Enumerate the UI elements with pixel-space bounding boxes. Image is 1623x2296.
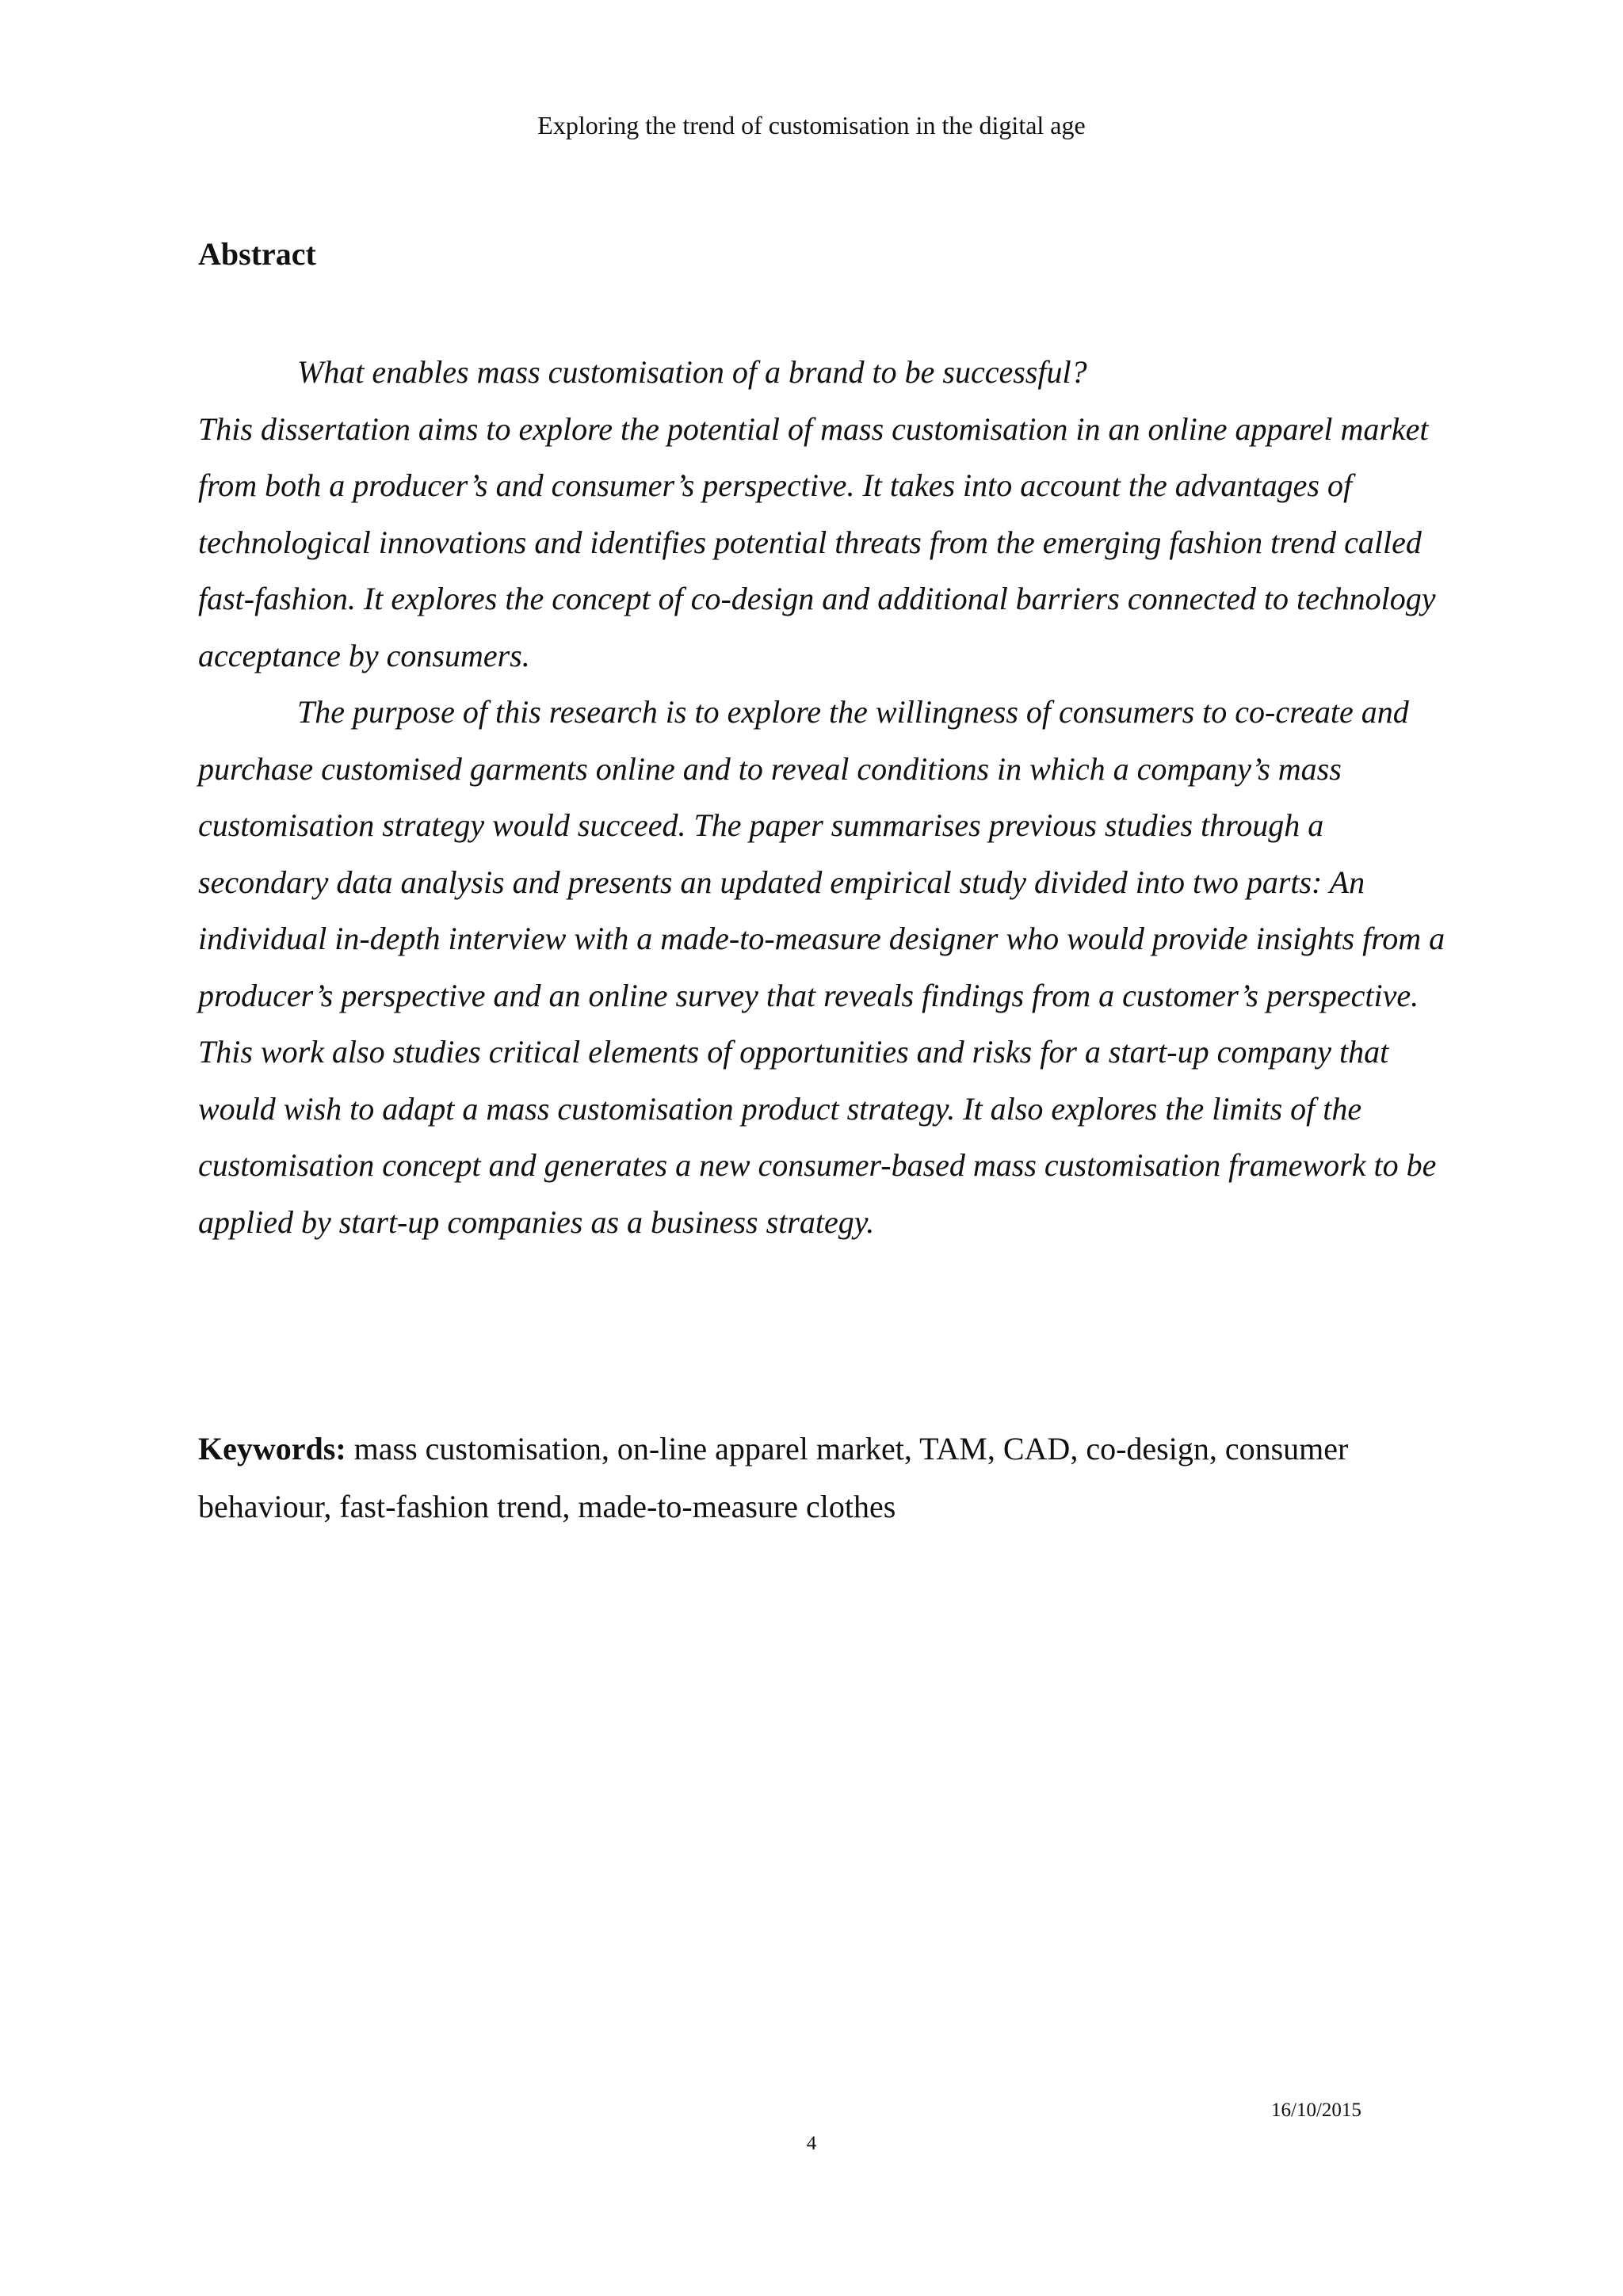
running-header: Exploring the trend of customisation in the digital age (537, 111, 1086, 139)
abstract-question (198, 344, 1450, 401)
keywords-label: Keywords: (198, 1431, 346, 1466)
page-number: 4 (806, 2133, 817, 2154)
abstract-heading: Abstract (198, 236, 316, 272)
abstract-paragraph-2 (198, 684, 1450, 1250)
abstract-paragraph-2-text: The purpose of this research is to explore the willingness of consumers to co-create and purchase customised garments online and to reveal conditions in which a company’s mass customisation strategy would succeed. The paper summarises previous studies through a secondary data analysis and presents an updated empirical study divided into two parts: An individual in-depth interview with a made-to-measure designer who would provide insights from a producer’s perspective and an online survey that reveals findings from a customer’s perspective. This work also studies critical elements of opportunities and risks for a start-up company that would wish to adapt a mass customisation product strategy. It also explores the limits of the customisation concept and generates a new consumer-based mass customisation framework to be applied by start-up companies as a business strategy. (198, 694, 1445, 1240)
abstract-question-text: What enables mass customisation of a brand to be successful? (297, 354, 1087, 390)
footer-date: 16/10/2015 (1271, 2100, 1361, 2121)
keywords-section (198, 1420, 1450, 1535)
abstract-paragraph-1: This dissertation aims to explore the potential of mass customisation in an online apparel market from both a producer’s and consumer’s perspective. It takes into account the advantages of technological innovations and identifies potential threats from the emerging fashion trend called fast-fashion. It explores the concept of co-design and additional barriers connected to technology acceptance by consumers. (198, 410, 1436, 673)
abstract-body (198, 344, 1450, 1250)
keywords-text: mass customisation, on-line apparel market, TAM, CAD, co-design, consumer behaviour, fast-fashion trend, made-to-measure clothes (198, 1431, 1349, 1524)
